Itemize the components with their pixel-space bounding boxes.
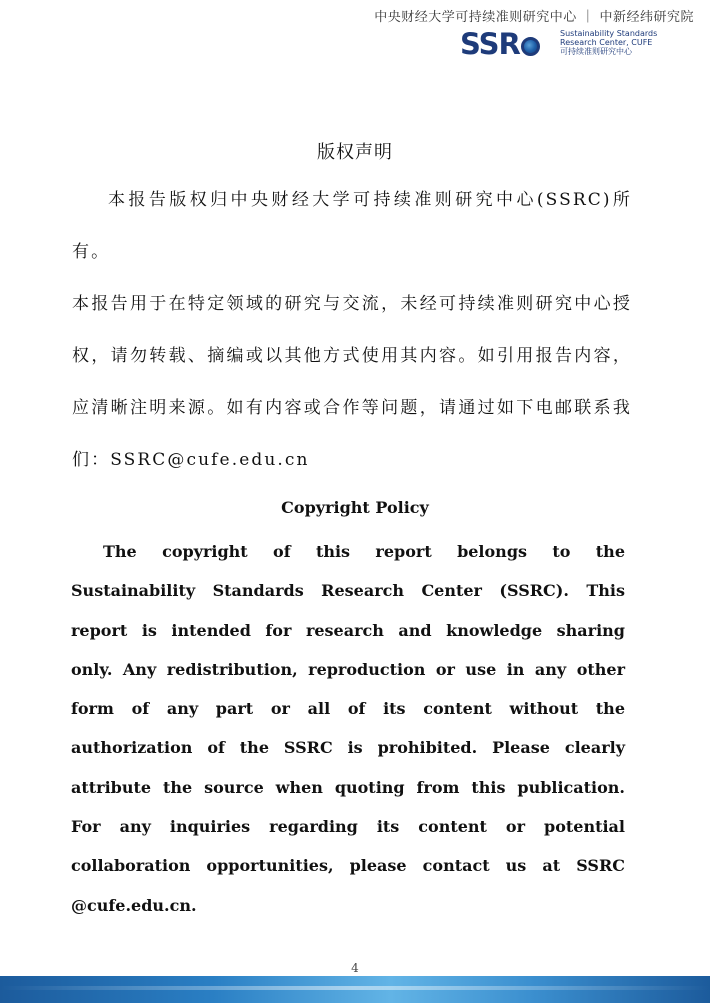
logo-subtitle [560, 29, 657, 56]
footer-band [0, 976, 710, 1003]
header-text: 中央财经大学可持续准则研究中心 ｜ 中新经纬研究院 [374, 10, 694, 25]
logo-sub-line1: Sustainability Standards [560, 29, 658, 38]
page-number: 4 [351, 961, 359, 975]
chinese-paragraph-1: 本报告版权归中央财经大学可持续准则研究中心(SSRC)所有。 [72, 190, 632, 262]
chinese-title: 版权声明 [317, 142, 393, 163]
ssrc-logo [460, 26, 670, 62]
logo-mark-text: SSR [460, 27, 520, 61]
logo-sub-line2: Research Center, CUFE [560, 38, 653, 47]
globe-icon [521, 37, 540, 56]
english-title: Copyright Policy [281, 498, 429, 517]
english-body: The copyright of this report belongs to the Sustainability Standards Research Center (SSRC). This report is intended for research and knowledge sharing only. Any redistribution, reproduction or use in any other form of any part or all of its content without the authorization of the SSRC is prohibited. Please clearly attribute the source when quoting from this publication. For any inquiries regarding its content or potential collaboration opportunities, please contact us at SSRC @cufe.edu.cn. [71, 542, 625, 915]
chinese-paragraph-2: 本报告用于在特定领域的研究与交流，未经可持续准则研究中心授权，请勿转载、摘编或以其他方式使用其内容。如引用报告内容，应清晰注明来源。如有内容或合作等问题，请通过如下电邮联系我们：SSRC@cufe.edu.cn [72, 294, 632, 470]
chinese-body [72, 174, 632, 486]
logo-sub-line3: 可持续准则研究中心 [560, 47, 632, 56]
